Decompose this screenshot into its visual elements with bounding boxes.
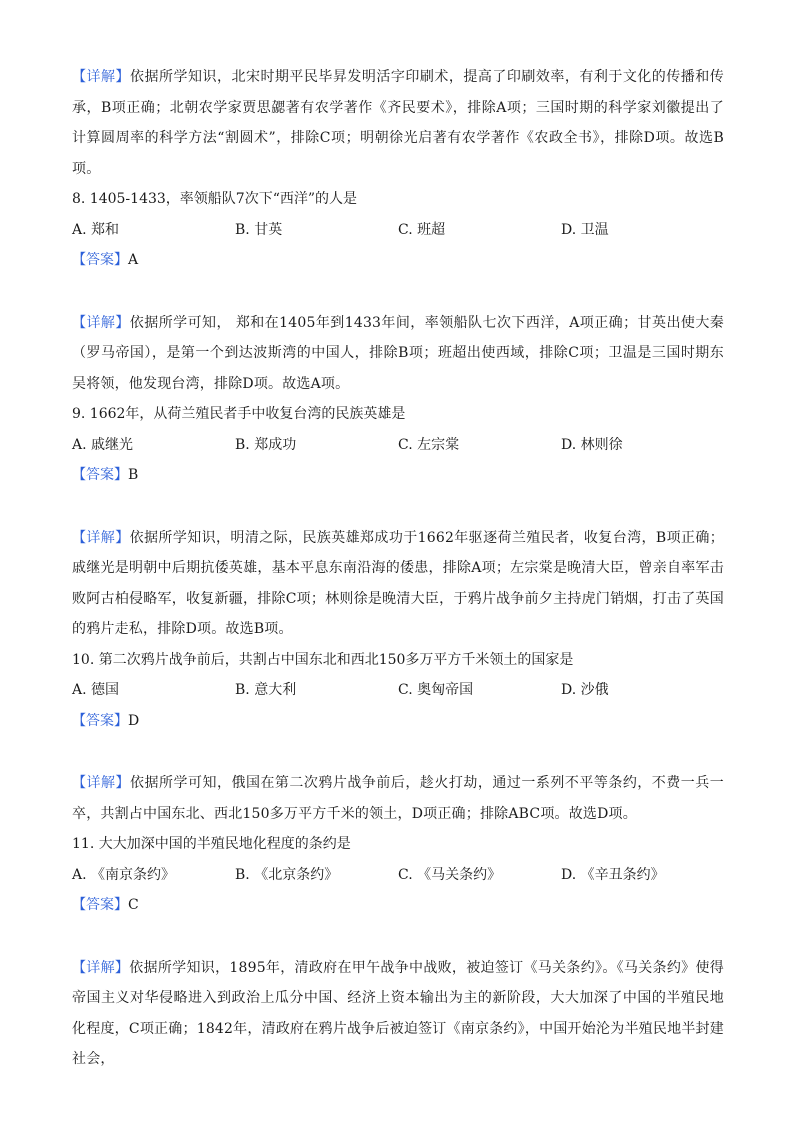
detail-tag: 【详解】 (72, 529, 130, 546)
answer-9: 【答案】B (72, 467, 139, 483)
detail-tag: 【详解】 (72, 69, 130, 85)
option-d: D. 《辛丑条约》 (561, 866, 665, 883)
option-a: A. 郑和 (72, 221, 120, 238)
options-8 (72, 215, 724, 246)
option-c: C. 班超 (398, 221, 446, 238)
option-c: C. 《马关条约》 (398, 866, 502, 883)
answer-10: 【答案】D (72, 712, 140, 729)
question-8: 8. 1405-1433，率领船队7次下“西洋”的人是 (72, 191, 358, 207)
answer-tag: 【答案】 (72, 252, 128, 268)
document-page (72, 62, 724, 1075)
detail-8: 【详解】依据所学可知， 郑和在1405年到1433年间，率领船队七次下西洋，A项正确；甘英出使大秦（罗马帝国），是第一个到达波斯湾的中国人，排除B项；班超出使西域，排除C项；卫温是三国时期东吴将领，他发现台湾，排除D项。故选A项。 (72, 314, 724, 392)
question-10: 10. 第二次鸦片战争前后，共割占中国东北和西北150多万平方千米领土的国家是 (72, 651, 574, 668)
options-9 (72, 430, 724, 461)
answer-11: 【答案】C (72, 897, 139, 913)
option-a: A. 德国 (72, 682, 120, 698)
detail-tag: 【详解】 (72, 314, 130, 331)
answer-tag: 【答案】 (72, 712, 128, 729)
option-b: B. 《北京条约》 (235, 866, 339, 883)
detail-9: 【详解】依据所学知识，明清之际，民族英雄郑成功于1662年驱逐荷兰殖民者，收复台湾，B项正确；戚继光是明朝中后期抗倭英雄，基本平息东南沿海的倭患，排除A项；左宗棠是晚清大臣，曾亲自率军击败阿古柏侵略军，收复新疆，排除C项；林则徐是晚清大臣，于鸦片战争前夕主持虎门销烟，打击了英国的鸦片走私，排除D项。故选B项。 (72, 529, 724, 637)
option-b: B. 意大利 (235, 682, 297, 698)
option-a: A. 《南京条约》 (72, 866, 176, 883)
option-c: C. 奥匈帝国 (398, 682, 474, 698)
detail-10: 【详解】依据所学可知，俄国在第二次鸦片战争前后，趁火打劫，通过一系列不平等条约，不费一兵一卒，共割占中国东北、西北150多万平方千米的领土，D项正确；排除ABC项。故选D项。 (72, 775, 724, 822)
option-d: D. 卫温 (561, 221, 609, 238)
options-11 (72, 860, 724, 891)
option-a: A. 戚继光 (72, 436, 134, 453)
detail-tag: 【详解】 (72, 775, 130, 791)
option-b: B. 甘英 (235, 221, 283, 238)
question-11: 11. 大大加深中国的半殖民地化程度的条约是 (72, 836, 351, 852)
detail-paragraph: 【详解】依据所学知识，北宋时期平民毕昇发明活字印刷术，提高了印刷效率，有利于文化的传播和传承，B项正确；北朝农学家贾思勰著有农学著作《齐民要术》，排除A项；三国时期的科学家刘徽提出了计算圆周率的科学方法“割圆术”，排除C项；明朝徐光启著有农学著作《农政全书》，排除D项。故选B项。 (72, 69, 724, 177)
answer-8: 【答案】A (72, 252, 139, 268)
option-b: B. 郑成功 (235, 436, 297, 453)
question-9: 9. 1662年，从荷兰殖民者手中收复台湾的民族英雄是 (72, 406, 406, 422)
option-c: C. 左宗棠 (398, 436, 460, 453)
option-d: D. 林则徐 (561, 436, 623, 453)
answer-tag: 【答案】 (72, 897, 128, 913)
option-d: D. 沙俄 (561, 682, 609, 698)
detail-11: 【详解】依据所学知识，1895年，清政府在甲午战争中战败，被迫签订《马关条约》。《马关条约》使得帝国主义对华侵略进入到政治上瓜分中国、经济上资本输出为主的新阶段，大大加深了中国的半殖民地化程度，C项正确；1842年，清政府在鸦片战争后被迫签订《南京条约》，中国开始沦为半殖民地半封建社会， (72, 959, 724, 1067)
options-10 (72, 675, 724, 706)
detail-tag: 【详解】 (72, 959, 130, 976)
answer-tag: 【答案】 (72, 467, 128, 483)
